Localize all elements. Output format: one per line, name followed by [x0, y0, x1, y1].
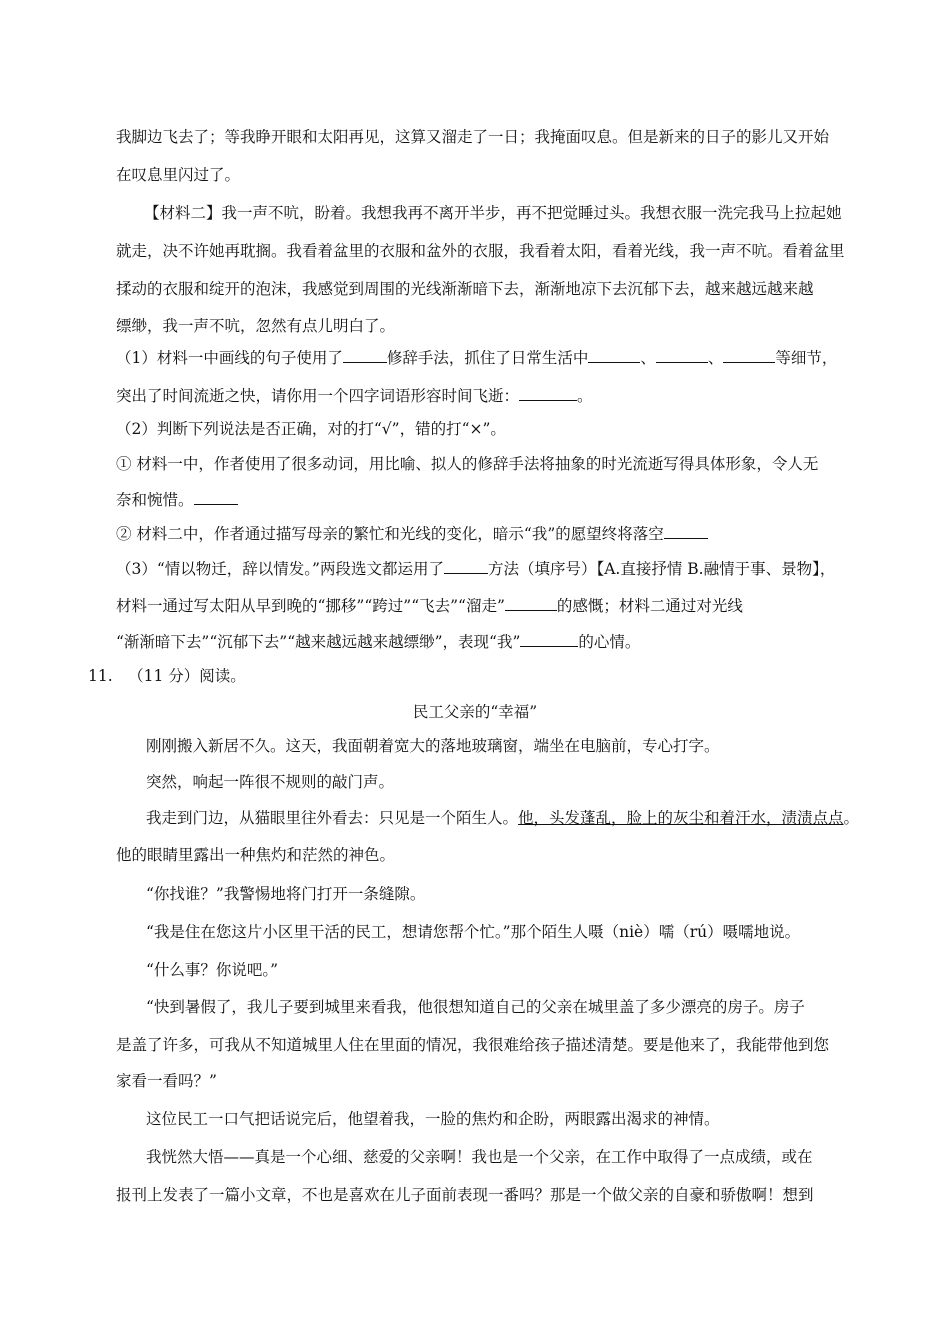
passage1-line: 我脚边飞去了；等我睁开眼和太阳再见，这算又溜走了一日；我掩面叹息。但是新来的日子的影儿又开始	[116, 128, 830, 146]
question-2-heading: （2）判断下列说法是否正确，对的打“√”，错的打“×”。	[116, 420, 506, 438]
article-paragraph: 刚刚搬入新居不久。这天，我面朝着宽大的落地玻璃窗，端坐在电脑前，专心打字。	[146, 737, 720, 755]
article-paragraph: 是盖了许多，可我从不知道城里人住在里面的情况，我很难给孩子描述清楚。要是他来了，我能带他到您	[116, 1036, 830, 1054]
material2-line: 缥缈，我一声不吭，忽然有点儿明白了。	[116, 317, 396, 335]
answer-blank[interactable]	[656, 348, 708, 363]
answer-blank[interactable]	[588, 348, 640, 363]
question-1-line: （1）材料一中画线的句子使用了 修辞手法，抓住了日常生活中 、 、 等细节，	[116, 349, 838, 367]
question-2-item: ② 材料二中，作者通过描写母亲的繁忙和光线的变化，暗示“我”的愿望终将落空	[116, 524, 708, 544]
dialogue-line: “我是住在您这片小区里干活的民工，想请您帮个忙。”那个陌生人嗫（niè）嚅（rú）嗫嚅地说。	[146, 923, 801, 941]
article-paragraph: 报刊上发表了一篇小文章，不也是喜欢在儿子面前表现一番吗？那是一个做父亲的自豪和骄傲啊！想到	[116, 1186, 814, 1204]
answer-blank[interactable]	[723, 348, 775, 363]
question-1-line: 突出了时间流逝之快，请你用一个四字词语形容时间飞逝： 。	[116, 387, 593, 405]
question-3-line: 材料一通过写太阳从早到晚的“挪移”“跨过”“飞去”“溜走” 的感慨；材料二通过对光线	[116, 597, 743, 615]
material2-line: 就走，决不许她再耽搁。我看着盆里的衣服和盆外的衣服，我看着太阳，看着光线，我一声不吭。看着盆里	[116, 242, 845, 260]
article-paragraph: 突然，响起一阵很不规则的敲门声。	[146, 773, 395, 791]
question-number: 11.	[88, 667, 113, 685]
question-3-line: “渐渐暗下去”“沉郁下去”“越来越远越来越缥缈”，表现“我” 的心情。	[116, 633, 641, 651]
question-2-item: 奈和惋惜。	[116, 490, 238, 510]
passage1-line: 在叹息里闪过了。	[116, 166, 241, 184]
article-paragraph: 家看一看吗？”	[116, 1072, 217, 1090]
article-paragraph: “快到暑假了，我儿子要到城里来看我，他很想知道自己的父亲在城里盖了多少漂亮的房子。房子	[146, 998, 805, 1016]
material2-line: 揉动的衣服和绽开的泡沫，我感觉到周围的光线渐渐暗下去，渐渐地凉下去沉郁下去，越来越远越来越	[116, 280, 814, 298]
answer-blank[interactable]	[520, 632, 578, 647]
answer-blank[interactable]	[519, 386, 577, 401]
answer-blank[interactable]	[505, 596, 557, 611]
underlined-sentence: 他，头发蓬乱，脸上的灰尘和着汗水，渍渍点点	[518, 809, 844, 827]
question-11-header: 11. （11 分）阅读。	[88, 667, 246, 685]
answer-blank[interactable]	[664, 524, 708, 539]
answer-blank[interactable]	[444, 559, 488, 574]
article-paragraph: 我走到门边，从猫眼里往外看去：只见是一个陌生人。他，头发蓬乱，脸上的灰尘和着汗水，渍渍点点。	[146, 809, 860, 827]
answer-blank[interactable]	[194, 490, 238, 505]
answer-blank[interactable]	[343, 348, 387, 363]
dialogue-line: “你找谁？”我警惕地将门打开一条缝隙。	[146, 885, 426, 903]
material2-line: 【材料二】我一声不吭，盼着。我想我再不离开半步，再不把觉睡过头。我想衣服一洗完我马上拉起她	[144, 204, 842, 222]
article-title: 民工父亲的“幸福”	[412, 703, 538, 721]
article-paragraph: 这位民工一口气把话说完后，他望着我，一脸的焦灼和企盼，两眼露出渴求的神情。	[146, 1110, 720, 1128]
question-2-item: ① 材料一中，作者使用了很多动词，用比喻、拟人的修辞手法将抽象的时光流逝写得具体形象，令人无	[116, 455, 819, 473]
question-3-line: （3）“情以物迁，辞以情发。”两段选文都运用了 方法（填序号）【A.直接抒情 B.融情于事、景物】，	[116, 560, 836, 578]
dialogue-line: “什么事？你说吧。”	[146, 961, 279, 979]
article-paragraph: 我恍然大悟——真是一个心细、慈爱的父亲啊！我也是一个父亲，在工作中取得了一点成绩，或在	[146, 1148, 813, 1166]
article-paragraph: 他的眼睛里露出一种焦灼和茫然的神色。	[116, 846, 396, 864]
